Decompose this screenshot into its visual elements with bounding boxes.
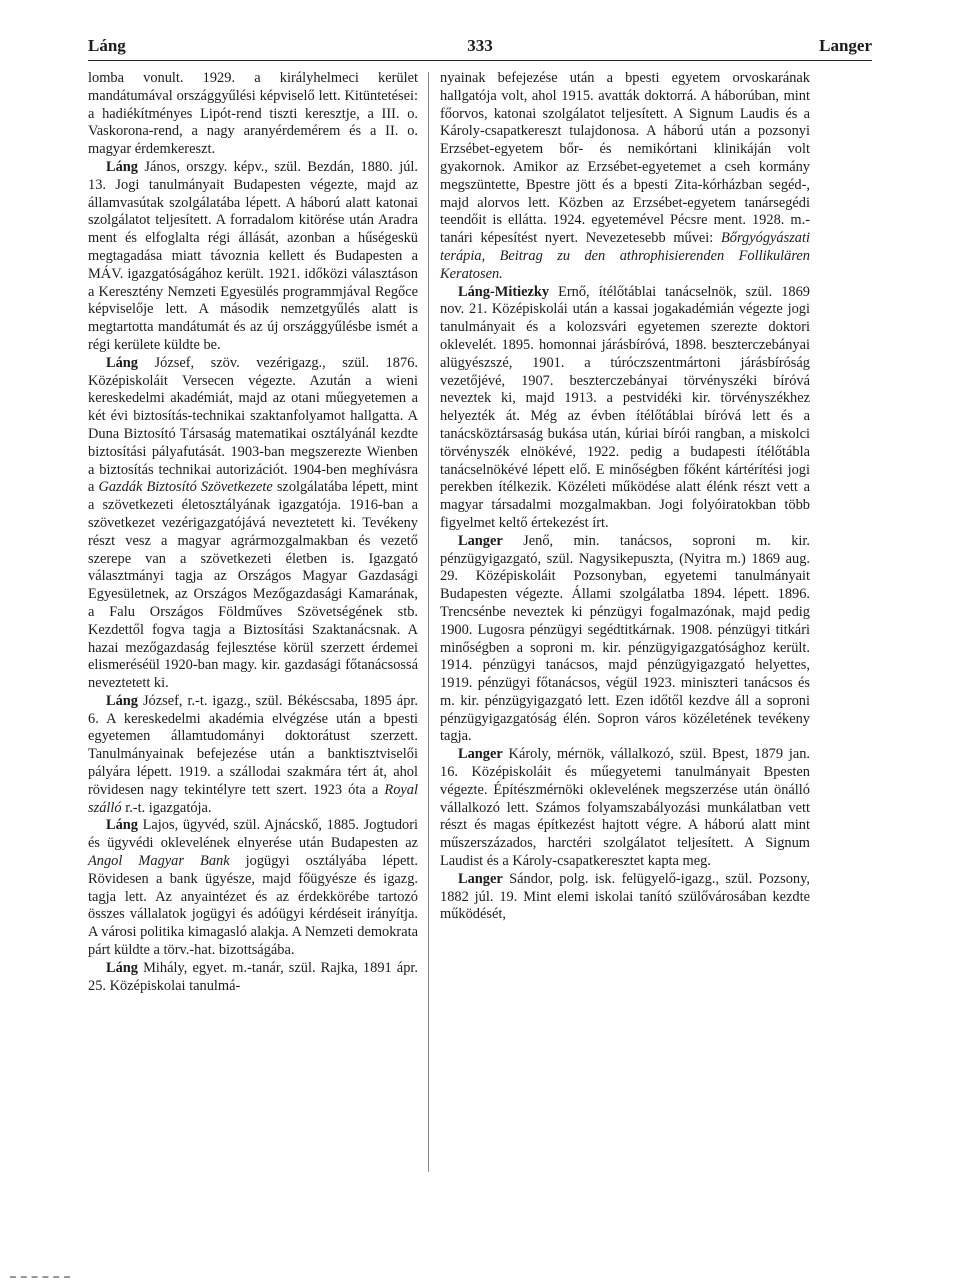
entry-langer-jeno: [440, 533, 810, 747]
entry-name: Langer: [458, 746, 503, 763]
entry-text: r.-t. igazgatója.: [121, 799, 212, 816]
entry-name: Láng: [106, 158, 138, 175]
entry-italic: Royal szálló: [88, 781, 418, 816]
entry-lang-jozsef-2: [88, 693, 418, 818]
entry-lang-mihaly: [88, 960, 418, 996]
page-number: 333: [467, 36, 493, 55]
continuation-italic: Bőrgyógyászati terápia, Beitrag zu den athrophisierenden Follikulären Keratosen.: [440, 230, 810, 282]
header-left-word: Láng: [88, 36, 126, 55]
entry-name: Láng: [106, 959, 138, 976]
entry-lang-jozsef-1: [88, 355, 418, 693]
header-right-word: Langer: [819, 36, 872, 55]
continuation-text: nyainak befejezése után a bpesti egyetem orvoskarának hallgatója volt, ahol 1915. avatták doktorrá. A háborúban, mint főorvos, katonai szolgálatot teljesített. A Signum Laudis és a Károly-csapatkereszt tulajdonosa. A háború után a pozsonyi Erzsébet-egyetem bőr- és nemikórtani klinikáján volt gyakornok. Amikor az Erzsébet-egyetemet a cseh kormány megszüntette, Bpestre jött és a bpesti Zita-kórházban segéd-, majd alorvos lett. Közben az Erzsébet-egyetem tanársegédi teendőit is ellátta. 1924. egyetemével Pécsre ment. 1928. m.-tanári képesítést nyert. Nevezetesebb művei:: [440, 70, 810, 247]
entry-text: Sándor, polg. isk. felügyelő-igazg., szül. Pozsony, 1882 júl. 19. Mint elemi iskolai tanító szülővárosában kezdte működését,: [440, 870, 810, 923]
continuation-paragraph: [440, 70, 810, 284]
entry-text: Ernő, ítélőtáblai tanácselnök, szül. 1869 nov. 21. Középiskolái után a kassai jogakadémián végezte jogi tanulmányait és a kolozsvári egyetemen szerezte doktori oklevelét. 1895. homonnai járásbíróvá, 1898. beszterczebányai alügyészszé, 1901. a túróczszentmártoni járásbíróság vezetőjévé, 1907. beszterczebányai törvényszéki bíróvá neveztek ki, majd 1913. a pestvidéki kir. törvényszékhez helyezték át. Még az évben ítélőtáblai bíróvá lett és a tanácsköztársaság bukása után, kúriai bírói rangban, a miskolci törvényszék elnökévé, 1922. pedig a budapesti ítélőtábla tanácselnökévé lépett elő. E minőségben főként kártérítési jogi perekben ítélkezik. Közéleti működése alatt élénk részt vett a magyar társadalmi mozgalmakban. Jogi folyóiratokban több figyelmet keltő értekezést írt.: [440, 283, 810, 531]
entry-text: János, orszgy. képv., szül. Bezdán, 1880. júl. 13. Jogi tanulmányait Budapesten végezte, majd az államvasútak szolgálatába lépett. A háború alatt katonai szolgálatot teljesített. A forradalom kitörése után Aradra ment és elfoglalta régi állását, azonban a hűségeskü megtagadása miatt távoznia kellett és Budapesten a MÁV. igazgatóságához került. 1921. időközi választáson a Keresztény Nemzeti Egyesülés programmjával Regőce képviselője lett. A második nemzetgyűlés alatt is megtartotta mandátumát és az új országgyűlésbe ismét a régi kerülete küldte be.: [88, 158, 418, 353]
entry-italic: Gazdák Biztosító Szövetkezete: [98, 479, 273, 496]
entry-langer-sandor: [440, 871, 810, 924]
entry-lang-lajos: [88, 817, 418, 959]
entry-text: Lajos, ügyvéd, szül. Ajnácskő, 1885. Jogtudori és ügyvédi oklevelének elnyerése után Budapesten az: [88, 817, 418, 852]
scan-edge-mark: [10, 1276, 70, 1278]
entry-name: Láng: [106, 692, 138, 709]
left-column: [88, 70, 418, 995]
entry-text: Mihály, egyet. m.-tanár, szül. Rajka, 1891 ápr. 25. Középiskolai tanulmá-: [88, 959, 418, 994]
entry-italic: Angol Magyar Bank: [88, 853, 230, 870]
entry-name: Láng-Mitiezky: [458, 283, 550, 300]
entry-name: Langer: [458, 870, 503, 887]
entry-name: Láng: [106, 817, 138, 834]
entry-name: Langer: [458, 532, 503, 549]
entry-text: Jenő, min. tanácsos, soproni m. kir. pénzügyigazgató, szül. Nagysikepuszta, (Nyitra m.) 1869 aug. 29. Középiskoláit Pozsonyban, egyetemi tanulmányait Budapesten végezte. Állami szolgálatba 1894. lépett. 1896. Trencsénbe neveztek ki pénzügyi fogalmazónak, majd pedig 1900. Lugosra pénzügyi segédtitkárnak. 1908. pénzügyi titkári minőségben a soproni m. kir. pénzügyigazgatósághoz került. 1914. pénzügyi tanácsos, majd pénzügyigazgató helyettes, 1919. pénzügyi főtanácsos, végül 1923. miniszteri tanácsos és m. kir. pénzügyigazgató lett. Ezen időtől kezdve áll a soproni pénzügyigazgatóság élén. Sopron város közéletének tevékeny tagja.: [440, 532, 810, 745]
continuation-text: lomba vonult. 1929. a királyhelmeci kerület mandátumával országgyűlési képviselő lett. Kitüntetései: a hadiékítményes Lipót-rend tiszti keresztje, a III. o. Vaskorona-rend, a nagy aranyérdemérem és a II. o. magyar érdemkereszt.: [88, 70, 418, 158]
entry-lang-mitiezky: [440, 284, 810, 533]
entry-text: jogügyi osztályába lépett. Rövidesen a bank ügyésze, majd főügyésze és igazg. tagja lett. Az anyaintézet és az érdekkörébe tartozó összes vállalatok jogügyi és adóügyi kérdéseit irányítja. A városi politika kimagasló alakja. A Nemzeti demokrata párt küldte a törv.-hat. bizottságába.: [88, 853, 418, 959]
entry-text: József, szöv. vezérigazg., szül. 1876. Középiskoláit Versecen végezte. Azután a wieni kereskedelmi akadémiát, majd az otani műegyetemen a két évi biztosítás-technikai szaktanfolyamot hallgatta. A Duna Biztosító Társaság matematikai osztályánál kezdte biztosítási pályafutását. 1903-ban megszerezte Wienben a biztosítás technikai autorizációt. 1904-ben meghívásra a: [88, 354, 418, 496]
continuation-paragraph: [88, 70, 418, 159]
entry-text: József, r.-t. igazg., szül. Békéscsaba, 1895 ápr. 6. A kereskedelmi akadémia elvégzése után a bpesti egyetemen államtudományi doktorátust szerzett. Tanulmányainak befejezése után a banktisztviselői pályára lépett. 1919. a szállodai szakmára tért át, ahol rövidesen nagy tekintélyre tett szert. 1923 óta a: [88, 692, 418, 798]
running-header: [88, 36, 872, 60]
entry-lang-janos: [88, 159, 418, 355]
entry-text: szolgálatába lépett, mint a szövetkezeti életosztályának igazgatója. 1916-ban a szövetkezet vezérigazgatójává neveztetett ki. Tevékeny részt vesz a magyar agrármozgalmakban és vezető szerepe van a szövetkezeti életben is. Igazgató választmányi tagja az Országos Magyar Gazdasági Egyesületnek, az Országos Mezőgazdasági Kamarának, a Falu Országos Földműves Szövetségének stb. Kezdettől fogva tagja a Biztosítási Szaktanácsnak. A hazai mezőgazdaság fejlesztése körül szerzett érdemei elismeréséül 1920-ban magy. kir. gazdasági főtanácsossá neveztetett ki.: [88, 479, 418, 692]
column-divider: [428, 72, 429, 1172]
header-rule: [88, 60, 872, 61]
entry-langer-karoly: [440, 746, 810, 871]
entry-text: Károly, mérnök, vállalkozó, szül. Bpest, 1879 jan. 16. Középiskoláit és műegyetemi tanulmányait Bpesten végezte. Építészmérnöki oklevelének megszerzése után önálló vállalkozó lett. Számos folyamszabályozási munkálatban vett részt és magas építkezést hajtott végre. A háború alatt mint műszerszázados, harctéri szolgálatot teljesített. A Signum Laudist és a Károly-csapatkeresztet kapta meg.: [440, 746, 810, 870]
entry-name: Láng: [106, 354, 138, 371]
right-column: [440, 70, 810, 924]
